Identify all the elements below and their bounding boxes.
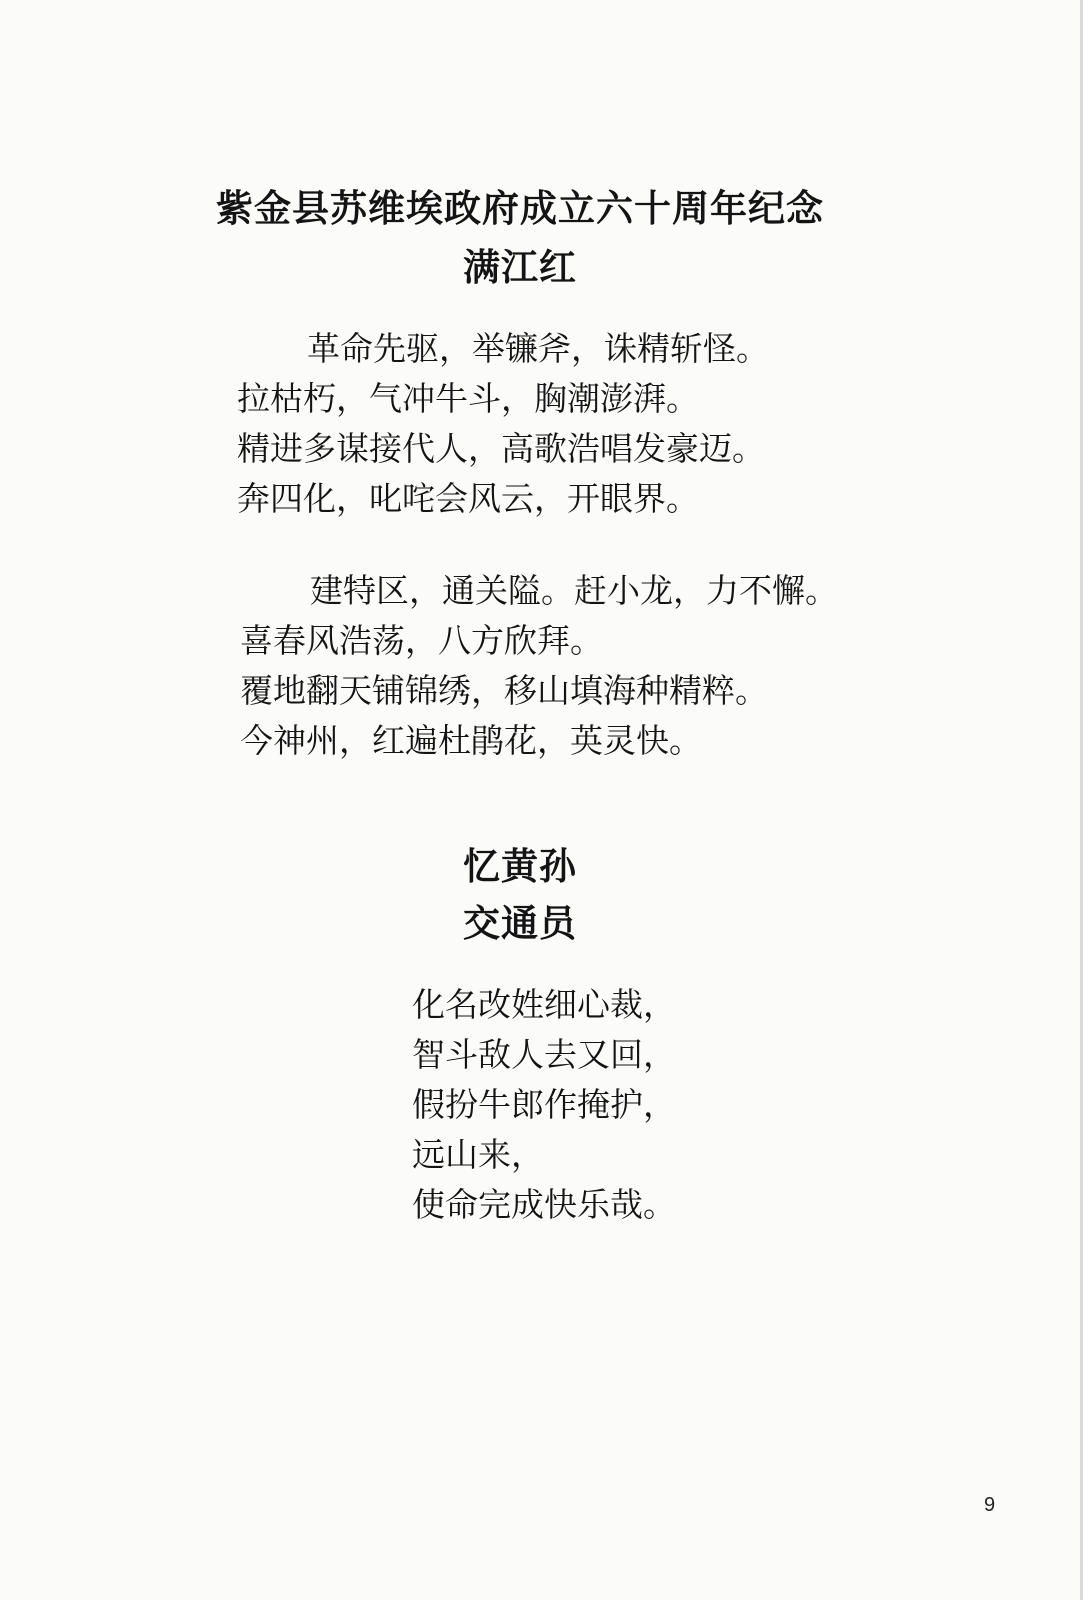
poem-line: 假扮牛郎作掩护， — [412, 1085, 676, 1124]
poem-line: 拉枯朽，气冲牛斗，胸潮澎湃。 — [237, 379, 699, 418]
poem-line: 喜春风浩荡，八方欣拜。 — [240, 621, 603, 660]
poem-line: 覆地翻天铺锦绣，移山填海种精粹。 — [240, 671, 768, 710]
poem-line: 建特区，通关隘。赶小龙，力不懈。 — [310, 571, 838, 610]
poem2-body — [412, 980, 676, 1230]
poem-line: 精进多谋接代人，高歌浩唱发豪迈。 — [237, 429, 765, 468]
poem-line: 奔四化，叱咤会风云，开眼界。 — [237, 479, 699, 518]
poem-line: 今神州，红遍杜鹃花，英灵快。 — [240, 721, 702, 760]
poem1-stanza2 — [240, 566, 838, 766]
poem-line: 化名改姓细心裁， — [412, 985, 676, 1024]
poem-line: 革命先驱，举镰斧，诛精斩怪。 — [307, 329, 769, 368]
poem1-subheading: 满江红 — [463, 246, 577, 289]
poem1-stanza1 — [237, 324, 769, 524]
poem-line: 使命完成快乐哉。 — [412, 1185, 676, 1224]
page-number: 9 — [984, 1494, 996, 1516]
poem2-heading: 忆黄孙 — [463, 845, 577, 888]
poem-line: 远山来， — [412, 1135, 544, 1174]
poem1-heading: 紫金县苏维埃政府成立六十周年纪念 — [216, 187, 824, 230]
poem2-subheading: 交通员 — [463, 902, 577, 945]
poem-line: 智斗敌人去又回， — [412, 1035, 676, 1074]
